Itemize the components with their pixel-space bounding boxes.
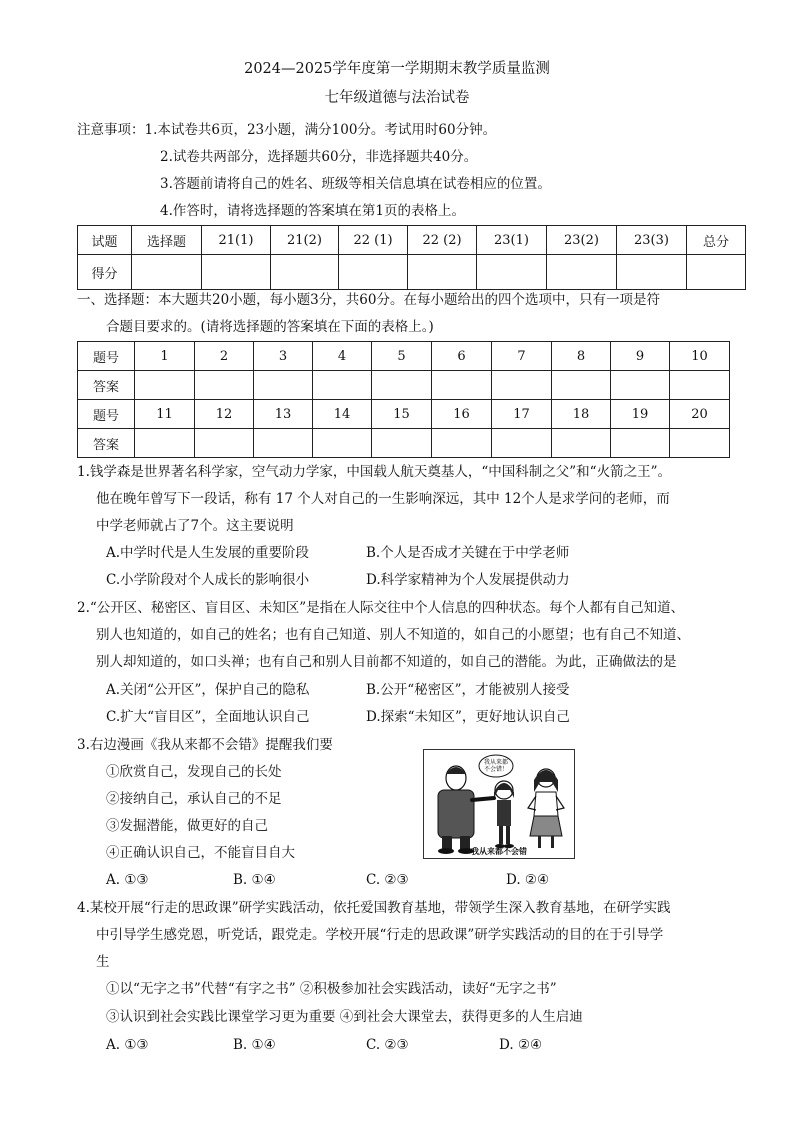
score-cell[interactable] [339,255,408,290]
woman-figure [528,769,564,848]
answer-cell[interactable] [552,429,611,458]
answer-cell[interactable] [313,371,372,400]
q4-stem-line-3: 生 [96,954,110,970]
exam-title: 2024—2025学年度第一学期期末教学质量监测 [244,61,550,77]
question-number: 10 [670,342,730,371]
q3-option-b[interactable]: B. ①④ [233,872,276,888]
answer-cell[interactable] [313,429,372,458]
q2-stem-line-1: 2.“公开区、秘密区、盲目区、未知区”是指在人际交往中个人信息的四种状态。每个人都有自己知道、 [77,600,685,616]
score-header-cell: 21(2) [271,226,339,255]
answer-cell[interactable] [254,371,313,400]
answer-cell[interactable] [195,429,254,458]
question-number: 17 [492,400,552,429]
q1-option-a[interactable]: A.中学时代是人生发展的重要阶段 [106,545,310,561]
answer-cell[interactable] [492,371,552,400]
row-label-answer: 答案 [78,429,135,458]
q3-statement-4: ④正确认识自己，不能盲目自大 [106,845,295,861]
score-table-header-row [78,226,746,255]
q1-option-b[interactable]: B.个人是否成才关键在于中学老师 [366,545,570,561]
girl-figure [494,781,514,848]
question-number: 8 [552,342,611,371]
score-table-score-row [78,255,746,290]
score-header-cell: 21(1) [202,226,271,255]
q2-stem-line-3: 别人却知道的，如口头禅；也有自己和别人目前都不知道的，如自己的潜能。为此，正确做法的是 [96,654,677,670]
score-header-cell: 23(2) [547,226,617,255]
q4-option-b[interactable]: B. ①④ [233,1037,276,1053]
score-cell[interactable] [132,255,202,290]
q4-option-a[interactable]: A. ①③ [106,1037,149,1053]
question-number: 7 [492,342,552,371]
score-header-cell: 23(3) [617,226,687,255]
q3-statement-3: ③发掘潜能，做更好的自己 [106,818,268,834]
q1-stem-line-3: 中学老师就占了7个。这主要说明 [96,518,294,534]
answer-cell[interactable] [670,429,730,458]
answer-cell[interactable] [492,429,552,458]
q2-option-c[interactable]: C.扩大“盲目区”，全面地认识自己 [106,709,310,725]
answer-cell[interactable] [670,371,730,400]
answer-cell[interactable] [195,371,254,400]
q2-option-d[interactable]: D.探索“未知区”，更好地认识自己 [366,709,570,725]
exam-subtitle: 七年级道德与法治试卷 [324,90,470,106]
q4-stem-line-2: 中引导学生感党恩，听党话，跟党走。学校开展“行走的思政课”研学实践活动的目的在于引导学 [96,927,664,943]
question-number: 16 [432,400,492,429]
question-number: 1 [135,342,195,371]
q1-stem-line-2: 他在晚年曾写下一段话，称有 17 个人对自己的一生影响深远，其中 12个人是求学问的老师，而 [96,491,670,507]
q1-stem-line-1: 1.钱学森是世界著名科学家，空气动力学家，中国载人航天奠基人，“中国科制之父”和“火箭之王”。 [77,464,671,480]
answer-table [77,341,730,458]
score-header-cell: 22 (1) [339,226,408,255]
score-header-cell: 总分 [687,226,746,255]
q1-option-d[interactable]: D.科学家精神为个人发展提供动力 [366,572,570,588]
answer-cell[interactable] [432,429,492,458]
q3-option-d[interactable]: D. ②④ [506,872,550,888]
score-header-cell: 试题 [78,226,132,255]
question-number: 2 [195,342,254,371]
question-number: 3 [254,342,313,371]
score-cell[interactable] [687,255,746,290]
answer-cell[interactable] [254,429,313,458]
notes-item-1: 注意事项：1.本试卷共6页，23小题，满分100分。考试用时60分钟。 [77,122,497,138]
question-number: 11 [135,400,195,429]
q3-statement-1: ①欣赏自己，发现自己的长处 [106,764,282,780]
q2-option-b[interactable]: B.公开“秘密区”，才能被别人接受 [366,682,570,698]
row-label-answer: 答案 [78,371,135,400]
score-cell[interactable] [202,255,271,290]
answer-cell[interactable] [135,429,195,458]
score-table [77,225,746,290]
answer-cell[interactable] [552,371,611,400]
question-number: 20 [670,400,730,429]
answer-cell[interactable] [372,429,432,458]
score-cell[interactable] [408,255,477,290]
comic-caption: 我从来都不会错 [471,847,527,856]
notes-item-2: 2.试卷共两部分，选择题共60分，非选择题共40分。 [160,149,478,165]
q4-option-d[interactable]: D. ②④ [499,1037,543,1053]
q2-option-a[interactable]: A.关闭“公开区”，保护自己的隐私 [106,682,310,698]
comic-drawing [424,750,574,858]
answer-cell[interactable] [135,371,195,400]
answer-table-answer-row [78,429,730,458]
section1-instruction-2: 合题目要求的。(请将选择题的答案填在下面的表格上。) [106,319,434,335]
q1-option-c[interactable]: C.小学阶段对个人成长的影响很小 [106,572,310,588]
man-figure [438,766,494,854]
q3-comic-image [423,749,575,859]
answer-cell[interactable] [432,371,492,400]
q3-stem: 3.右边漫画《我从来都不会错》提醒我们要 [77,737,333,753]
row-label-number: 题号 [78,400,135,429]
q3-option-c[interactable]: C. ②③ [366,872,409,888]
score-header-cell: 选择题 [132,226,202,255]
score-cell[interactable] [477,255,547,290]
answer-table-answer-row [78,371,730,400]
speech-bubble-text-1: 我从来都 [483,759,509,766]
score-header-cell: 23(1) [477,226,547,255]
q4-option-c[interactable]: C. ②③ [366,1037,409,1053]
question-number: 14 [313,400,372,429]
score-cell[interactable] [271,255,339,290]
question-number: 18 [552,400,611,429]
q3-option-a[interactable]: A. ①③ [106,872,149,888]
question-number: 6 [432,342,492,371]
notes-item-4: 4.作答时，请将选择题的答案填在第1页的表格上。 [160,203,465,219]
score-row-label: 得分 [78,255,132,290]
score-cell[interactable] [547,255,617,290]
answer-table-number-row [78,400,730,429]
answer-cell[interactable] [611,371,670,400]
answer-table-number-row [78,342,730,371]
answer-cell[interactable] [611,429,670,458]
score-header-cell: 22 (2) [408,226,477,255]
score-cell[interactable] [617,255,687,290]
q4-stem-line-1: 4.某校开展“行走的思政课”研学实践活动，依托爱国教育基地，带领学生深入教育基地，在研学实践 [77,900,671,916]
question-number: 5 [372,342,432,371]
q3-statement-2: ②接纳自己，承认自己的不足 [106,791,282,807]
question-number: 13 [254,400,313,429]
section1-instruction-1: 一、选择题：本大题共20小题，每小题3分，共60分。在每小题给出的四个选项中，只有一项是符 [77,292,660,308]
speech-bubble-text-2: 不会错！ [483,766,509,773]
notes-item-3: 3.答题前请将自己的姓名、班级等相关信息填在试卷相应的位置。 [160,176,551,192]
question-number: 4 [313,342,372,371]
question-number: 12 [195,400,254,429]
q4-statements-3-4: ③认识到社会实践比课堂学习更为重要 ④到社会大课堂去，获得更多的人生启迪 [106,1009,583,1025]
row-label-number: 题号 [78,342,135,371]
q2-stem-line-2: 别人也知道的，如自己的姓名；也有自己知道、别人不知道的，如自己的小愿望；也有自己不知道、 [96,627,690,643]
question-number: 19 [611,400,670,429]
q4-statements-1-2: ①以“无字之书”代替“有字之书” ②积极参加社会实践活动，读好“无字之书” [106,981,557,997]
answer-cell[interactable] [372,371,432,400]
question-number: 15 [372,400,432,429]
question-number: 9 [611,342,670,371]
